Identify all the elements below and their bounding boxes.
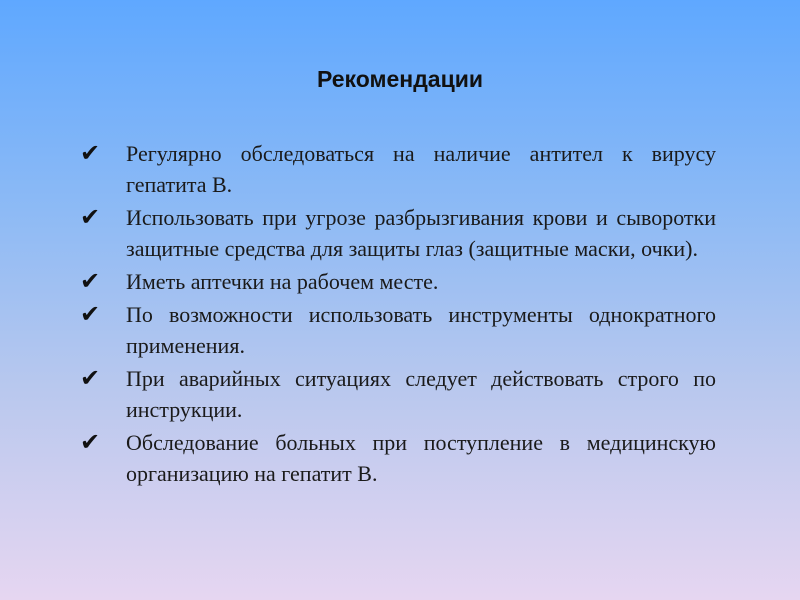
check-mark-icon: ✔ [80,267,101,295]
list-item-text: Использовать при угрозе разбрызгивания крови и сыворотки защитные средства для защиты глаз (защитные маски, очки). [126,205,716,261]
check-mark-icon: ✔ [80,203,101,231]
check-mark-icon: ✔ [80,428,101,456]
list-item [80,266,716,297]
list-item-text: По возможности использовать инструменты однократного применения. [126,302,716,358]
list-item [80,363,716,425]
list-item [80,427,716,489]
list-item [80,202,716,264]
list-item-text: Регулярно обследоваться на наличие антител к вирусу гепатита В. [126,141,716,197]
check-mark-icon: ✔ [80,300,101,328]
list-item [80,138,716,200]
list-item-text: Обследование больных при поступление в медицинскую организацию на гепатит В. [126,430,716,486]
recommendations-list [80,138,716,491]
check-mark-icon: ✔ [80,364,101,392]
list-item [80,299,716,361]
check-mark-icon: ✔ [80,139,101,167]
list-item-text: При аварийных ситуациях следует действовать строго по инструкции. [126,366,716,422]
list-item-text: Иметь аптечки на рабочем месте. [126,269,439,294]
slide-title: Рекомендации [316,66,484,92]
